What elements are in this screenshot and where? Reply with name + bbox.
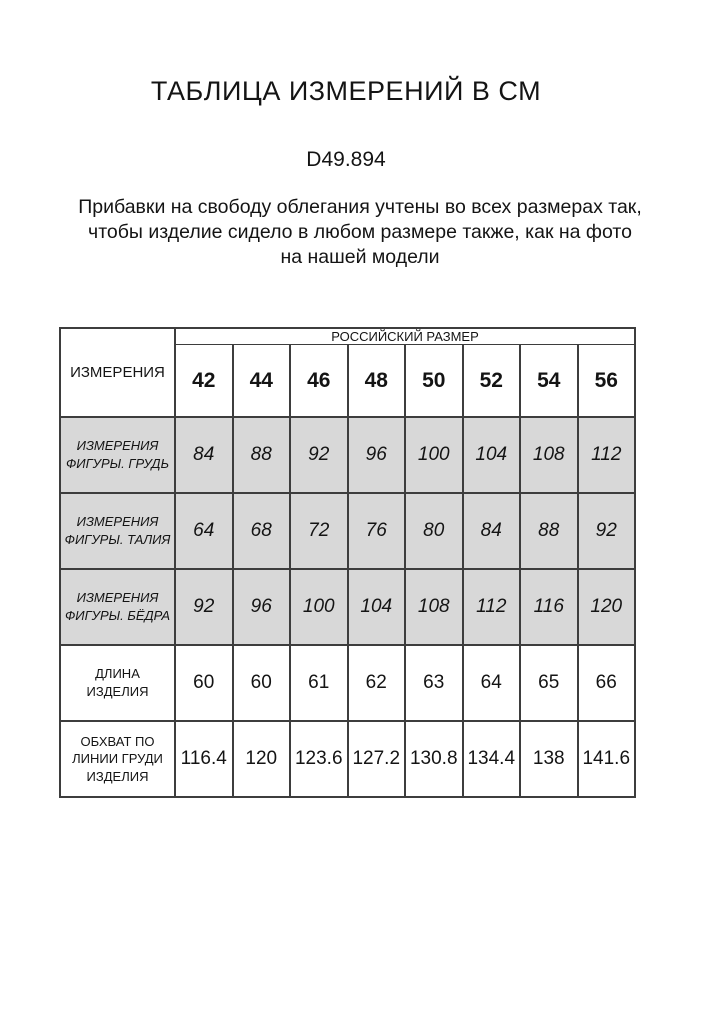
value-cell: 62 xyxy=(348,645,406,721)
fit-note-line: на нашей модели xyxy=(280,246,440,268)
value-cell: 63 xyxy=(405,645,463,721)
size-header-cell: 52 xyxy=(463,345,521,418)
size-header-cell: 50 xyxy=(405,345,463,418)
value-cell: 64 xyxy=(175,493,233,569)
corner-header-cell: ИЗМЕРЕНИЯ xyxy=(60,328,175,417)
value-cell: 65 xyxy=(520,645,578,721)
value-cell: 123.6 xyxy=(290,721,348,797)
value-cell: 96 xyxy=(348,417,406,493)
value-cell: 141.6 xyxy=(578,721,636,797)
value-cell: 130.8 xyxy=(405,721,463,797)
fit-note-line: чтобы изделие сидело в любом размере также, как на фото xyxy=(88,221,632,243)
value-cell: 96 xyxy=(233,569,291,645)
measurements-table xyxy=(59,327,636,798)
value-cell: 120 xyxy=(233,721,291,797)
value-cell: 61 xyxy=(290,645,348,721)
size-header-cell: 42 xyxy=(175,345,233,418)
value-cell: 134.4 xyxy=(463,721,521,797)
value-cell: 68 xyxy=(233,493,291,569)
value-cell: 108 xyxy=(405,569,463,645)
size-header-cell: 44 xyxy=(233,345,291,418)
fit-note-line: Прибавки на свободу облегания учтены во всех размерах так, xyxy=(78,196,642,218)
value-cell: 100 xyxy=(405,417,463,493)
value-cell: 104 xyxy=(348,569,406,645)
size-header-cell: 48 xyxy=(348,345,406,418)
value-cell: 92 xyxy=(290,417,348,493)
row-label-cell: ДЛИНА ИЗДЕЛИЯ xyxy=(60,645,175,721)
value-cell: 64 xyxy=(463,645,521,721)
value-cell: 60 xyxy=(175,645,233,721)
value-cell: 92 xyxy=(578,493,636,569)
row-label-cell: ИЗМЕРЕНИЯ ФИГУРЫ. ТАЛИЯ xyxy=(60,493,175,569)
value-cell: 104 xyxy=(463,417,521,493)
value-cell: 127.2 xyxy=(348,721,406,797)
value-cell: 66 xyxy=(578,645,636,721)
size-header-cell: 46 xyxy=(290,345,348,418)
table-row-item-chest-girth xyxy=(60,721,635,797)
size-header-cell: 56 xyxy=(578,345,636,418)
group-header-row xyxy=(60,328,635,345)
table-row-figure-waist xyxy=(60,493,635,569)
value-cell: 88 xyxy=(233,417,291,493)
value-cell: 116.4 xyxy=(175,721,233,797)
value-cell: 112 xyxy=(578,417,636,493)
value-cell: 84 xyxy=(463,493,521,569)
row-label-cell: ИЗМЕРЕНИЯ ФИГУРЫ. БЁДРА xyxy=(60,569,175,645)
value-cell: 100 xyxy=(290,569,348,645)
value-cell: 60 xyxy=(233,645,291,721)
value-cell: 88 xyxy=(520,493,578,569)
value-cell: 84 xyxy=(175,417,233,493)
page-title: ТАБЛИЦА ИЗМЕРЕНИЙ В СМ xyxy=(150,76,542,106)
table-row-figure-hips xyxy=(60,569,635,645)
value-cell: 108 xyxy=(520,417,578,493)
value-cell: 116 xyxy=(520,569,578,645)
value-cell: 92 xyxy=(175,569,233,645)
value-cell: 138 xyxy=(520,721,578,797)
table-row-item-length xyxy=(60,645,635,721)
product-code: D49.894 xyxy=(306,148,386,171)
value-cell: 76 xyxy=(348,493,406,569)
value-cell: 72 xyxy=(290,493,348,569)
value-cell: 112 xyxy=(463,569,521,645)
table-row-figure-chest xyxy=(60,417,635,493)
row-label-cell: ИЗМЕРЕНИЯ ФИГУРЫ. ГРУДЬ xyxy=(60,417,175,493)
fit-note xyxy=(0,195,720,270)
value-cell: 120 xyxy=(578,569,636,645)
size-group-header-cell: РОССИЙСКИЙ РАЗМЕР xyxy=(175,328,635,345)
row-label-cell: ОБХВАТ ПО ЛИНИИ ГРУДИ ИЗДЕЛИЯ xyxy=(60,721,175,797)
size-header-cell: 54 xyxy=(520,345,578,418)
value-cell: 80 xyxy=(405,493,463,569)
